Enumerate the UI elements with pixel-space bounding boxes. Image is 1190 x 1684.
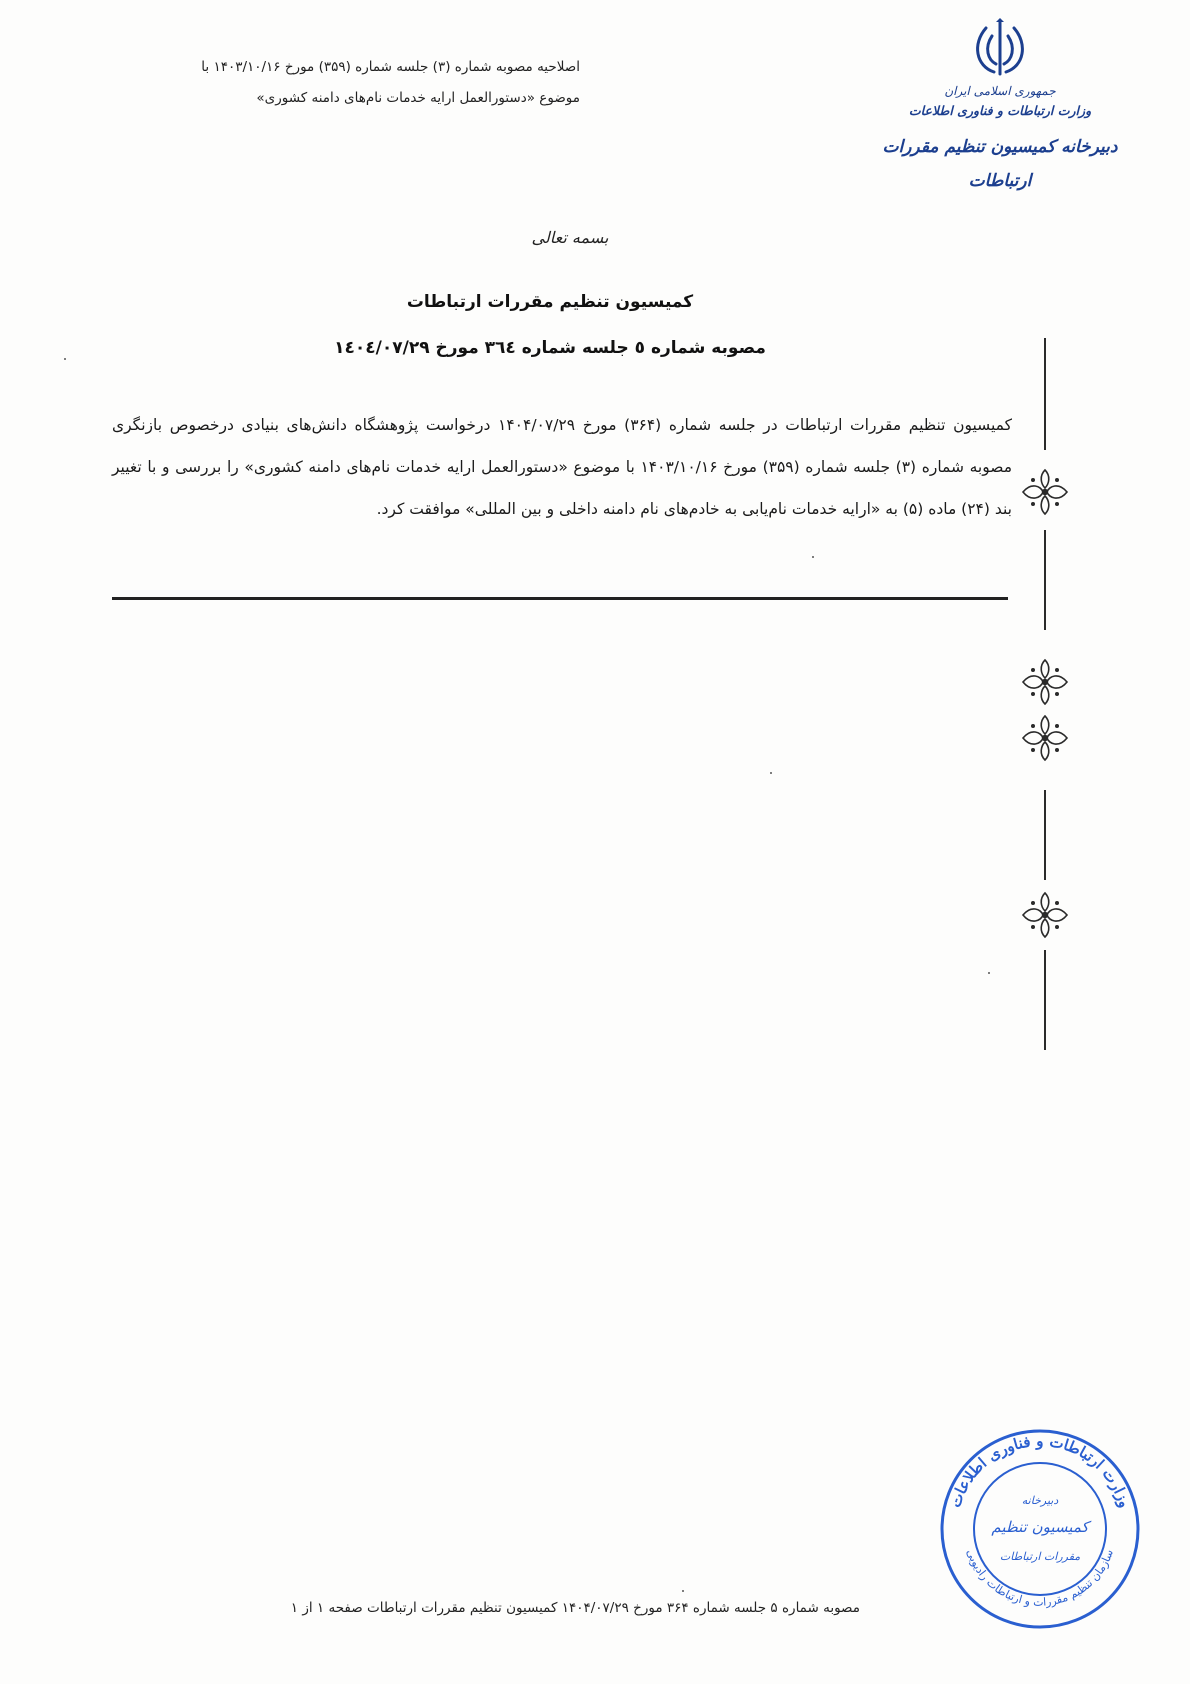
reference-line-1: اصلاحیه مصوبه شماره (۳) جلسه شماره (۳۵۹) مورخ ۱۴۰۳/۱۰/۱۶ با xyxy=(201,59,580,75)
scan-speck xyxy=(682,1590,684,1592)
letterhead-ministry: وزارت ارتباطات و فناوری اطلاعات xyxy=(908,103,1092,118)
letterhead-secretariat: دبیرخانه کمیسیون تنظیم مقررات ارتباطات xyxy=(882,137,1118,191)
letterhead-country: جمهوری اسلامی ایران xyxy=(944,84,1056,98)
scan-speck xyxy=(64,358,66,360)
resolution-subtitle: مصوبه شماره ٥ جلسه شماره ٣٦٤ مورخ ١٤٠٤/٠٧/٢٩ xyxy=(334,338,766,358)
reference-line-2: موضوع «دستورالعمل ارایه خدمات نام‌های دامنه کشوری» xyxy=(256,90,580,106)
scan-speck xyxy=(812,556,814,558)
seal-inner-line-1: دبیرخانه xyxy=(1021,1494,1059,1507)
iran-emblem-icon xyxy=(968,16,1032,80)
scan-speck xyxy=(988,972,990,974)
invocation: بسمه تعالی xyxy=(531,228,609,247)
seal-inner-line-3: مقررات ارتباطات xyxy=(999,1550,1081,1563)
scan-speck xyxy=(770,772,772,774)
seal-bottom-text: سازمان تنظیم مقررات و ارتباطات رادیویی xyxy=(964,1547,1116,1609)
seal-inner-line-2: کمیسیون تنظیم xyxy=(991,1518,1089,1536)
reference-block xyxy=(140,52,580,114)
page-title: کمیسیون تنظیم مقررات ارتباطات xyxy=(406,292,694,312)
page-footer: مصوبه شماره ۵ جلسه شماره ۳۶۴ مورخ ۱۴۰۴/۰۷/۲۹ کمیسیون تنظیم مقررات ارتباطات صفحه ۱ از ۱ xyxy=(290,1600,860,1616)
letterhead xyxy=(880,82,1120,198)
separator-line xyxy=(112,597,1008,600)
resolution-body: کمیسیون تنظیم مقررات ارتباطات در جلسه شماره (۳۶۴) مورخ ۱۴۰۴/۰۷/۲۹ درخواست پژوهشگاه دانش‌های بنیادی درخصوص بازنگری مصوبه شماره (۳) جلسه شماره (۳۵۹) مورخ ۱۴۰۳/۱۰/۱۶ با موضوع «دستورالعمل ارایه خدمات نام‌های دامنه کشوری» را بررسی و با تغییر بند (۲۴) ماده (۵) به «ارایه خدمات نام‌یابی به خادم‌های نام دامنه داخلی و بین المللی» موافقت کرد. xyxy=(112,416,1012,518)
official-seal-icon xyxy=(935,1424,1145,1634)
border-ornament xyxy=(1015,330,1075,1150)
seal-outer-text: وزارت ارتباطات و فناوری اطلاعات xyxy=(946,1431,1134,1510)
